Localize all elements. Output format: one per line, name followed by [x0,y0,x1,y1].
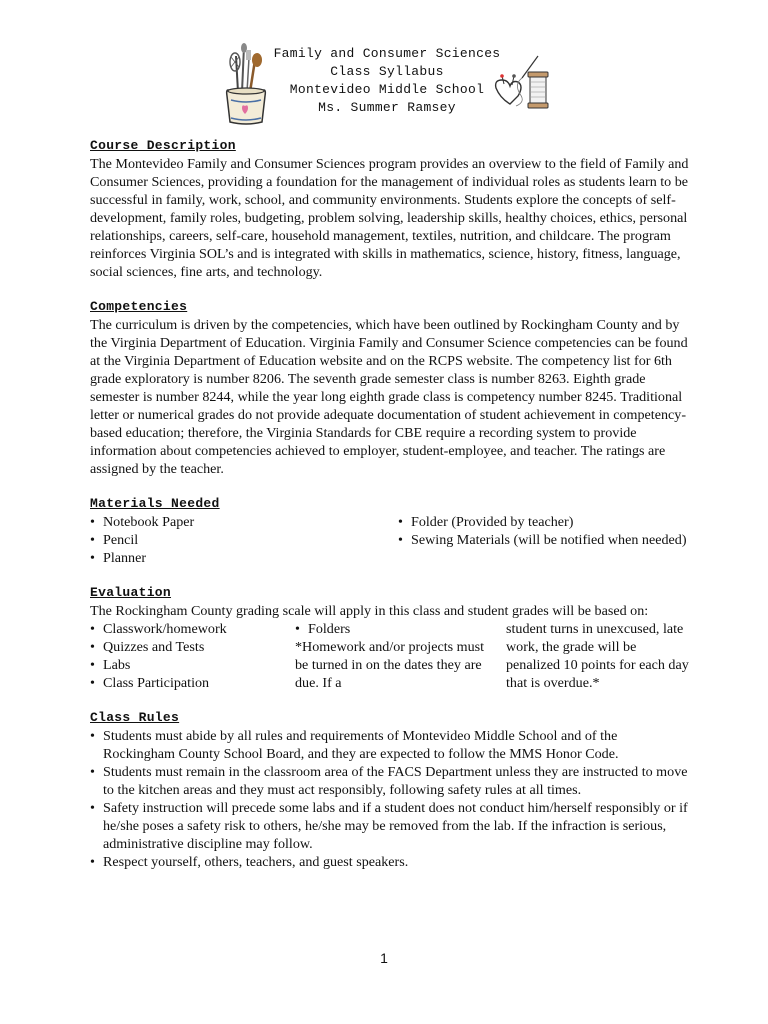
school-name: Montevideo Middle School [289,82,485,97]
list-item: • Notebook Paper [90,513,398,531]
evaluation-section [90,584,690,692]
course-description-text: The Montevideo Family and Consumer Sciences program provides an overview to the field of Family and Consumer Sciences, providing a foundation for the management of individual roles as students learn to be successful in family, work, school, and community environments. Students explore the concepts of self-development, family roles, budgeting, problem solving, leadership skills, healthy choices, ethics, personal relationships, careers, self-care, household management, textiles, nutrition, and childcare. The program reinforces Virginia SOL’s and is integrated with skills in mathematics, science, history, fitness, language, social sciences, fine arts, and technology. [90,156,689,280]
materials-left-column [90,513,398,567]
list-item: • Safety instruction will precede some labs and if a student does not conduct him/herself responsibly or if he/she poses a safety risk to others, he/she may be removed from the lab. If the infraction is serious, administrative discipline may follow. [90,799,690,853]
evaluation-columns [90,620,690,692]
materials-heading: Materials Needed [90,496,220,511]
list-item: • Sewing Materials (will be notified when needed) [398,531,690,549]
list-item: • Respect yourself, others, teachers, and guest speakers. [90,853,690,871]
list-item: • Students must abide by all rules and requirements of Montevideo Middle School and of the Rockingham County School Board, and they are expected to follow the MMS Honor Code. [90,727,690,763]
syllabus-content [90,137,690,888]
course-description-heading: Course Description [90,138,236,153]
page-number: 1 [380,950,388,966]
header [222,40,556,125]
list-item: • Quizzes and Tests [90,638,295,656]
class-rules-section [90,709,690,871]
sewing-notions-icon [492,54,556,114]
materials-right-column [398,513,690,567]
materials-section [90,495,690,567]
teacher-name: Ms. Summer Ramsey [318,100,456,115]
list-item: • Classwork/homework [90,620,295,638]
folders-list [295,620,500,638]
competencies-heading: Competencies [90,299,188,314]
course-description-section [90,137,690,281]
list-item: • Labs [90,656,295,674]
evaluation-middle-column [295,620,506,692]
list-item: • Students must remain in the classroom area of the FACS Department unless they are instructed to move to the kitchen areas and they must act responsibly, following safety rules at all times. [90,763,690,799]
evaluation-intro: The Rockingham County grading scale will apply in this class and student grades will be based on: [90,603,649,619]
header-title-block [252,45,522,117]
materials-list [90,513,690,567]
program-title: Family and Consumer Sciences [273,46,501,61]
class-rules-heading: Class Rules [90,710,180,725]
class-rules-list [90,727,690,871]
evaluation-heading: Evaluation [90,585,172,600]
list-item: • Folders [295,620,500,638]
late-work-note-part1: *Homework and/or projects must be turned in on the dates they are due. If a [295,639,485,691]
competencies-section [90,298,690,478]
evaluation-criteria-list [90,620,295,692]
late-work-note-part2: student turns in unexcused, late work, the grade will be penalized 10 points for each day that is overdue.* [506,621,689,691]
list-item: • Pencil [90,531,398,549]
document-title: Class Syllabus [330,64,444,79]
list-item: • Folder (Provided by teacher) [398,513,690,531]
list-item: • Planner [90,549,398,567]
competencies-text: The curriculum is driven by the competencies, which have been outlined by Rockingham County and by the Virginia Department of Education. Virginia Family and Consumer Science competencies can be found at the Virginia Department of Education website and on the RCPS website. The competency list for 6th grade exploratory is number 8206. The seventh grade semester class is number 8263. Eighth grade semester is number 8244, while the year long eighth grade class is competency number 8245. Traditional letter or numerical grades do not provide adequate documentation of student achievement in competency-based education; therefore, the Virginia Standards for CBE require a recording system to provide information about competencies achieved to employer, student-employee, and teacher. The ratings are assigned by the teacher. [90,317,688,477]
list-item: • Class Participation [90,674,295,692]
